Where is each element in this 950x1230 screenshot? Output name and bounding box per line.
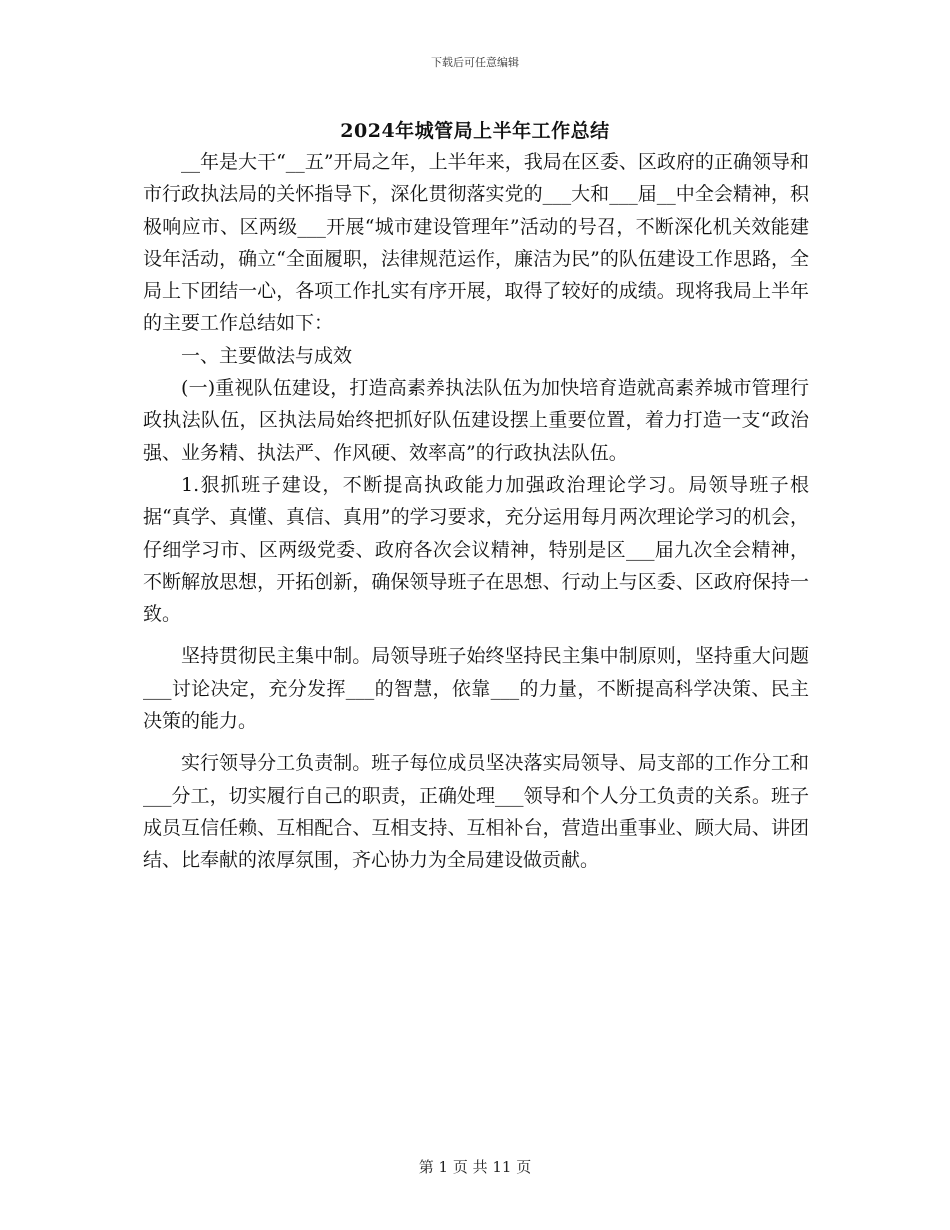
document-body [143, 146, 809, 877]
paragraph-team-building: (一)重视队伍建设，打造高素养执法队伍为加快培育造就高素养城市管理行政执法队伍，区执法局始终把抓好队伍建设摆上重要位置，着力打造一支“政治强、业务精、执法严、作风硬、效率高”的行政执法队伍。 [143, 377, 809, 464]
paragraph-responsibility: 实行领导分工负责制。班子每位成员坚决落实局领导、局支部的工作分工和___分工，切实履行自己的职责，正确处理___领导和个人分工负责的关系。班子成员互信任赖、互相配合、互相支持、互相补台，营造出重事业、顾大局、讲团结、比奉献的浓厚氛围，齐心协力为全局建设做贡献。 [143, 752, 809, 872]
page-footer: 第 1 页 共 11 页 [418, 1158, 532, 1176]
document-title: 2024年城管局上半年工作总结 [340, 120, 610, 142]
page-header: 下载后可任意编辑 [431, 56, 519, 69]
paragraph-intro: __年是大干“__五”开局之年，上半年来，我局在区委、区政府的正确领导和市行政执法局的关怀指导下，深化贯彻落实党的___大和___届__中全会精神，积极响应市、区两级___开展“城市建设管理年”活动的号召，不断深化机关效能建设年活动，确立“全面履职，法律规范运作，廉洁为民”的队伍建设工作思路，全局上下团结一心，各项工作扎实有序开展，取得了较好的成绩。现将我局上半年的主要工作总结如下： [143, 151, 809, 335]
section-heading: 一、主要做法与成效 [181, 344, 353, 367]
paragraph-democratic-centralism: 坚持贯彻民主集中制。局领导班子始终坚持民主集中制原则，坚持重大问题___讨论决定，充分发挥___的智慧，依靠___的力量，不断提高科学决策、民主决策的能力。 [143, 645, 809, 733]
paragraph-leadership: 1.狠抓班子建设，不断提高执政能力加强政治理论学习。局领导班子根据“真学、真懂、真信、真用”的学习要求，充分运用每月两次理论学习的机会，仔细学习市、区两级党委、政府各次会议精神，特别是区___届九次全会精神，不断解放思想，开拓创新，确保领导班子在思想、行动上与区委、区政府保持一致。 [143, 473, 809, 626]
